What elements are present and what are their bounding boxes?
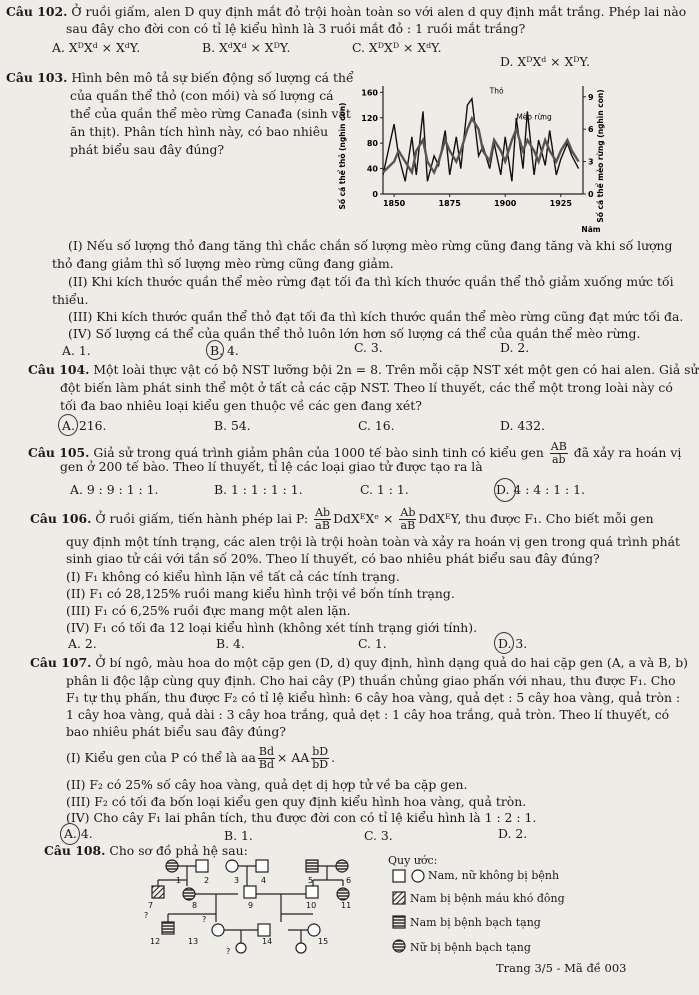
q106-number: Câu 106. bbox=[30, 511, 92, 526]
q105-number: Câu 105. bbox=[28, 445, 90, 460]
q106-stmt2: (II) F₁ có 28,125% ruồi mang kiểu hình trội về bốn tính trạng. bbox=[66, 586, 455, 601]
legend-label-normal: Nam, nữ không bị bệnh bbox=[428, 869, 560, 882]
q105-option-c: C. 1 : 1. bbox=[360, 482, 409, 497]
chart-xtick-label: 1875 bbox=[438, 199, 461, 208]
pedigree-person-13 bbox=[212, 924, 224, 936]
q103-stmt2a: (II) Khi kích thước quần thể mèo rừng đạt tối đa thì kích thước quần thể thỏ giảm xuống mức tối bbox=[68, 274, 674, 289]
pedigree-label-q2: ? bbox=[226, 947, 231, 956]
q102-option-b: B. XᵈXᵈ × XᴰY. bbox=[202, 40, 291, 55]
q103-stmt2b: thiểu. bbox=[52, 292, 89, 307]
q104-line3: tối đa bao nhiêu loại kiểu gen thuộc về các gen đang xét? bbox=[60, 398, 422, 413]
pedigree-label-14: 14 bbox=[262, 937, 273, 946]
pedigree-person-3 bbox=[226, 860, 238, 872]
q107-line2: phân li độc lập cùng quy định. Cho hai cây (P) thuần chủng giao phấn với nhau, thu được F₁. Cho bbox=[66, 673, 676, 688]
q102-line1: Câu 102. Ở ruồi giấm, alen D quy định mắt đỏ trội hoàn toàn so với alen d quy định mắt trắng. Phép lai nào bbox=[6, 4, 687, 19]
chart-ytick-right-label: 9 bbox=[588, 92, 594, 102]
q104-option-c: C. 16. bbox=[358, 418, 395, 433]
legend-female-normal bbox=[412, 870, 424, 882]
pedigree-label-8: 8 bbox=[192, 901, 198, 910]
pedigree-label-5: 5 bbox=[308, 876, 314, 885]
q103-line4: ăn thịt). Phân tích hình này, có bao nhiêu bbox=[70, 124, 329, 139]
chart-ytick-right-label: 0 bbox=[588, 190, 594, 199]
q103-stmt1a: (I) Nếu số lượng thỏ đang tăng thì chắc chắn số lượng mèo rừng cũng đang tăng và khi số lượng bbox=[68, 238, 673, 253]
q105-option-d: D. 4 : 4 : 1 : 1. bbox=[496, 482, 585, 497]
legend-male-hemophilia bbox=[393, 892, 405, 904]
chart-ylabel-right: Số cá thể mèo rừng (nghìn con) bbox=[596, 89, 605, 223]
pedigree-label-1: 1 bbox=[176, 876, 182, 885]
legend-male-normal bbox=[393, 870, 405, 882]
q107-line5: bao nhiêu phát biểu sau đây đúng? bbox=[66, 724, 286, 739]
q103-stmt1b: thỏ đang giảm thì số lượng mèo rừng cũng đang giảm. bbox=[52, 256, 394, 271]
q107-line1: Câu 107. Ở bí ngô, màu hoa do một cặp gen (D, d) quy định, hình dạng quả do hai cặp gen (A, a và B, b) bbox=[30, 655, 688, 670]
q103-option-c: C. 3. bbox=[354, 340, 383, 355]
pedigree-label-3: 3 bbox=[234, 876, 240, 885]
q106-line2: quy định một tính trạng, các alen trội là trội hoàn toàn và xảy ra hoán vị gen trong quá trình phát bbox=[66, 534, 681, 549]
legend-title: Quy ước: bbox=[388, 854, 438, 867]
answer-mark-q107 bbox=[60, 823, 80, 845]
q104-option-a: A. 216. bbox=[62, 418, 107, 433]
q104-number: Câu 104. bbox=[28, 362, 90, 377]
chart-ytick-right-label: 6 bbox=[588, 125, 594, 135]
q107-genotype-2: $\frac{bD}{bD}$ bbox=[312, 745, 329, 771]
chart-xtick-label: 1925 bbox=[549, 199, 572, 208]
pedigree-label-q3: ? bbox=[202, 915, 207, 924]
q106-line1: Câu 106. Ở ruồi giấm, tiến hành phép lai P: $\frac{Ab}{aB}$ DdXᴱXᵉ × $\frac{Ab}{aB}$ DdXᴱY, thu được F₁. Cho biết mỗi gen bbox=[30, 506, 654, 532]
q103-number: Câu 103. bbox=[6, 70, 68, 85]
legend-female-albinism bbox=[393, 940, 405, 952]
answer-mark-q104 bbox=[58, 414, 78, 436]
chart-ytick-left-label: 40 bbox=[366, 164, 378, 174]
q103-option-b: B. 4. bbox=[210, 343, 239, 358]
pedigree-label-2: 2 bbox=[204, 876, 210, 885]
q107-option-c: C. 3. bbox=[364, 828, 393, 843]
pedigree-label-9: 9 bbox=[248, 901, 254, 910]
q107-option-a: A. 4. bbox=[64, 826, 93, 841]
pedigree-person-1 bbox=[166, 860, 178, 872]
q105-line1: Câu 105. Giả sử trong quá trình giảm phân của 1000 tế bào sinh tinh có kiểu gen $\frac{AB}{ab}$ đã xảy ra hoán vị bbox=[28, 440, 682, 466]
pedigree-label-7: 7 bbox=[148, 901, 154, 910]
legend-label-albinism-male: Nam bị bệnh bạch tạng bbox=[410, 916, 541, 929]
q105-genotype: $\frac{AB}{ab}$ bbox=[550, 440, 567, 466]
page-footer: Trang 3/5 - Mã đề 003 bbox=[496, 961, 627, 975]
q106-option-a: A. 2. bbox=[68, 636, 97, 651]
q107-number: Câu 107. bbox=[30, 655, 92, 670]
q106-genotype-1: $\frac{Ab}{aB}$ bbox=[315, 506, 331, 532]
q103-line3: thể của quần thể mèo rừng Canađa (sinh vật bbox=[70, 106, 351, 121]
q105-option-b: B. 1 : 1 : 1 : 1. bbox=[214, 482, 303, 497]
q102-number: Câu 102. bbox=[6, 4, 68, 19]
q107-line3: F₁ tự thụ phấn, thu được F₂ có tỉ lệ kiểu hình: 6 cây hoa vàng, quả dẹt : 5 cây hoa vàng, quả tròn : bbox=[66, 690, 681, 705]
q106-option-d: D. 3. bbox=[498, 636, 528, 651]
q103-option-d: D. 2. bbox=[500, 340, 530, 355]
q104-line2: đột biến làm phát sinh thể một ở tất cả các cặp NST. Theo lí thuyết, các thể một trong loài này có bbox=[60, 380, 673, 395]
q107-line4: 1 cây hoa vàng, quả dài : 3 cây hoa trắng, quả dẹt : 1 cây hoa trắng, quả tròn. Theo lí thuyết, có bbox=[66, 707, 670, 722]
q106-option-b: B. 4. bbox=[216, 636, 245, 651]
pedigree-person-4 bbox=[256, 860, 268, 872]
pedigree-person-6 bbox=[336, 860, 348, 872]
q107-stmt3: (III) F₂ có tối đa bốn loại kiểu gen quy định kiểu hình hoa vàng, quả tròn. bbox=[66, 794, 527, 809]
q102-option-d: D. XᴰXᵈ × XᴰY. bbox=[500, 54, 591, 69]
q102-option-a: A. XᴰXᵈ × XᵈY. bbox=[52, 40, 141, 55]
chart-xlabel: Năm bbox=[581, 225, 601, 234]
pedigree-person-7 bbox=[152, 886, 164, 898]
pedigree-label-15: 15 bbox=[318, 937, 329, 946]
pedigree-label-q1: ? bbox=[144, 911, 149, 920]
chart-ytick-left-label: 0 bbox=[372, 190, 378, 199]
q107-stmt1: (I) Kiểu gen của P có thể là aa $\frac{Bd}{Bd}$ × AA $\frac{bD}{bD}$ . bbox=[66, 745, 336, 771]
q107-stmt2: (II) F₂ có 25% số cây hoa vàng, quả dẹt dị hợp tử về ba cặp gen. bbox=[66, 777, 468, 792]
answer-mark-q103 bbox=[206, 340, 224, 360]
q107-option-b: B. 1. bbox=[224, 828, 253, 843]
q107-stmt4: (IV) Cho cây F₁ lai phân tích, thu được đời con có tỉ lệ kiểu hình là 1 : 2 : 1. bbox=[66, 810, 537, 825]
pedigree-diagram bbox=[138, 856, 378, 956]
chart-ytick-right-label: 3 bbox=[588, 157, 594, 167]
q106-stmt1: (I) F₁ không có kiểu hình lặn về tất cả các tính trạng. bbox=[66, 569, 400, 584]
population-chart bbox=[333, 76, 633, 236]
chart-series-name-lynx: Mèo rừng bbox=[516, 112, 552, 122]
pedigree-person-8 bbox=[183, 888, 195, 900]
pedigree-label-4: 4 bbox=[261, 876, 267, 885]
q108-line1: Câu 108. Cho sơ đồ phả hệ sau: bbox=[44, 843, 248, 858]
chart-ylabel-left: Số cá thể thỏ (nghìn con) bbox=[338, 102, 347, 210]
chart-xtick-label: 1900 bbox=[494, 199, 517, 208]
q105-option-a: A. 9 : 9 : 1 : 1. bbox=[70, 482, 159, 497]
q102-option-c: C. XᴰXᴰ × XᵈY. bbox=[352, 40, 442, 55]
q106-option-c: C. 1. bbox=[358, 636, 387, 651]
q104-option-b: B. 54. bbox=[214, 418, 251, 433]
pedigree-person-14 bbox=[258, 924, 270, 936]
q105-line2: gen ở 200 tế bào. Theo lí thuyết, tỉ lệ các loại giao tử được tạo ra là bbox=[60, 459, 483, 474]
q102-line2: sau đây cho đời con có tỉ lệ kiểu hình là 3 ruồi mắt đỏ : 1 ruồi mắt trắng? bbox=[66, 21, 526, 36]
q106-genotype-2: $\frac{Ab}{aB}$ bbox=[400, 506, 416, 532]
pedigree-label-10: 10 bbox=[306, 901, 317, 910]
pedigree-label-6: 6 bbox=[346, 876, 352, 885]
chart-xtick-label: 1850 bbox=[382, 199, 406, 208]
chart-lines bbox=[383, 99, 579, 182]
q104-option-d: D. 432. bbox=[500, 418, 545, 433]
pedigree-person-10 bbox=[306, 886, 318, 898]
q106-line3: sinh giao tử cái với tần số 20%. Theo lí thuyết, có bao nhiêu phát biểu sau đây đúng? bbox=[66, 551, 600, 566]
q107-genotype-1: $\frac{Bd}{Bd}$ bbox=[258, 745, 275, 771]
pedigree-person-unknown-2 bbox=[296, 943, 306, 953]
pedigree-label-11: 11 bbox=[341, 901, 352, 910]
pedigree-person-9 bbox=[244, 886, 256, 898]
pedigree-person-11 bbox=[337, 888, 349, 900]
q103-stmt3: (III) Khi kích thước quần thể thỏ đạt tối đa thì kích thước quần thể mèo rừng cũng đạt mức tối đa. bbox=[68, 309, 684, 324]
q108-number: Câu 108. bbox=[44, 843, 106, 858]
pedigree-label-12: 12 bbox=[150, 937, 161, 946]
pedigree-person-15 bbox=[308, 924, 320, 936]
pedigree-person-5 bbox=[306, 860, 318, 872]
legend-label-hemophilia: Nam bị bệnh máu khó đông bbox=[410, 892, 565, 905]
legend-label-albinism-female: Nữ bị bệnh bạch tạng bbox=[410, 941, 531, 954]
q107-option-d: D. 2. bbox=[498, 826, 528, 841]
chart-series-name-rabbit: Thỏ bbox=[489, 86, 504, 96]
q103-line5: phát biểu sau đây đúng? bbox=[70, 142, 225, 157]
chart-ytick-left-label: 80 bbox=[366, 139, 378, 149]
q103-line1: Câu 103. Hình bên mô tả sự biến động số lượng cá thể bbox=[6, 70, 354, 85]
chart-ytick-left-label: 120 bbox=[361, 113, 378, 123]
q103-option-a: A. 1. bbox=[62, 343, 91, 358]
pedigree-label-13: 13 bbox=[188, 937, 199, 946]
q104-line1: Câu 104. Một loài thực vật có bộ NST lưỡng bội 2n = 8. Trên mỗi cặp NST xét một gen có hai alen. Giả sử bbox=[28, 362, 699, 377]
pedigree-person-unknown-1 bbox=[236, 943, 246, 953]
chart-ytick-left-label: 160 bbox=[361, 88, 378, 98]
q103-line2: của quần thể thỏ (con mồi) và số lượng cá bbox=[70, 88, 334, 103]
legend-male-albinism bbox=[393, 916, 405, 928]
answer-mark-q105 bbox=[494, 478, 516, 502]
q106-stmt4: (IV) F₁ có tối đa 12 loại kiểu hình (không xét tính trạng giới tính). bbox=[66, 620, 478, 635]
answer-mark-q106 bbox=[494, 632, 514, 654]
q103-stmt4: (IV) Số lượng cá thể của quần thể thỏ luôn lớn hơn số lượng cá thể của quần thể mèo rừng. bbox=[68, 326, 641, 341]
pedigree-person-2 bbox=[196, 860, 208, 872]
q106-stmt3: (III) F₁ có 6,25% ruồi đực mang một alen lặn. bbox=[66, 603, 351, 618]
pedigree-person-12 bbox=[162, 922, 174, 934]
